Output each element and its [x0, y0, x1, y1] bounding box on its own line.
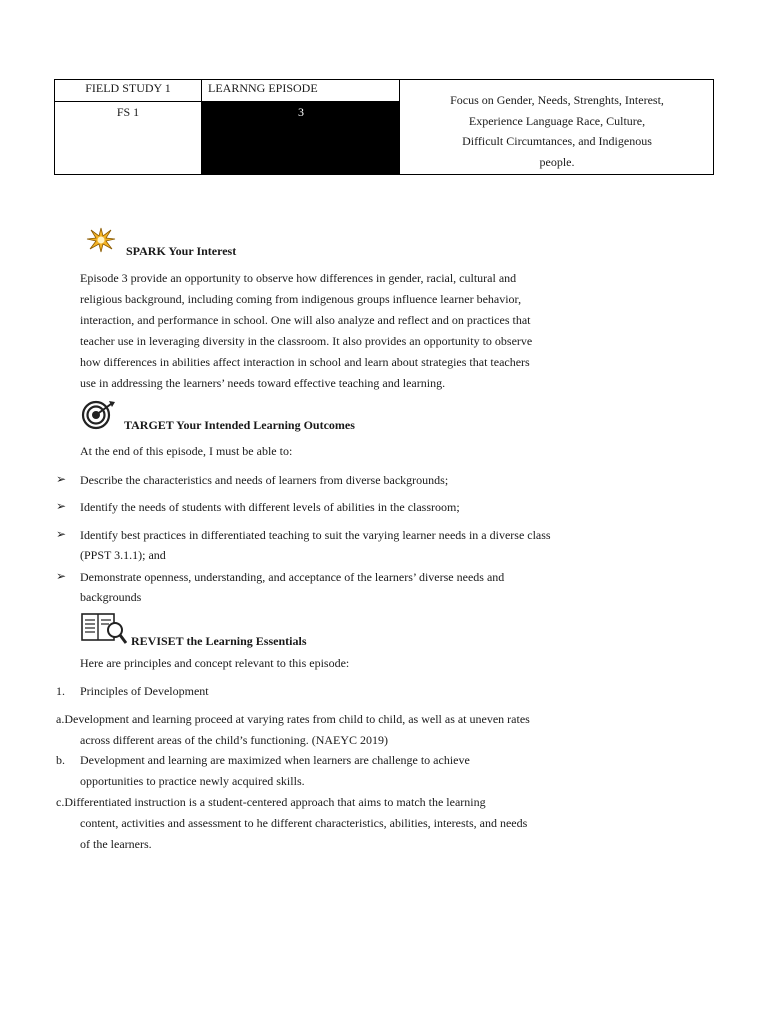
- list-number: 1.: [56, 684, 65, 698]
- learning-episode-cell: LEARNNG EPISODE: [202, 80, 400, 102]
- outcome-item: Identify best practices in differentiated teaching to suit the varying learner needs in a diverse class: [80, 528, 551, 542]
- principle-c: c.Differentiated instruction is a student-centered approach that aims to match the learning: [56, 795, 486, 809]
- bullet-arrow-icon: ➢: [56, 499, 67, 513]
- spark-paragraph-line: interaction, and performance in school. One will also analyze and reflect and on practices that: [80, 313, 531, 327]
- outcome-item: Describe the characteristics and needs of learners from diverse backgrounds;: [80, 473, 449, 487]
- spark-paragraph-line: use in addressing the learners’ needs toward effective teaching and learning.: [80, 376, 446, 390]
- spark-paragraph-line: how differences in abilities affect interaction in school and learn about strategies that teachers: [80, 355, 530, 369]
- sparkle-burst-icon: [86, 227, 116, 257]
- revisit-intro: Here are principles and concept relevant to this episode:: [80, 656, 350, 670]
- list-letter: b.: [56, 753, 65, 767]
- spark-paragraph-line: teacher use in leveraging diversity in the classroom. It also provides an opportunity to observe: [80, 334, 533, 348]
- target-icon: [80, 400, 116, 434]
- fs-cell: FS 1: [55, 102, 202, 174]
- spark-heading: SPARK Your Interest: [126, 244, 237, 258]
- bullet-arrow-icon: ➢: [56, 569, 67, 583]
- field-study-cell: FIELD STUDY 1: [55, 80, 202, 102]
- outcome-item-continued: backgrounds: [80, 590, 142, 604]
- outcome-item: Demonstrate openness, understanding, and acceptance of the learners’ diverse needs and: [80, 570, 505, 584]
- focus-cell: [401, 80, 713, 174]
- target-heading: TARGET Your Intended Learning Outcomes: [124, 418, 355, 432]
- focus-line: people.: [539, 154, 575, 169]
- bullet-arrow-icon: ➢: [56, 527, 67, 541]
- header-table: [54, 79, 714, 175]
- outcome-item: Identify the needs of students with different levels of abilities in the classroom;: [80, 500, 460, 514]
- revisit-heading: REVISET the Learning Essentials: [131, 634, 307, 648]
- book-magnifier-icon: [81, 611, 127, 649]
- principle-b: Development and learning are maximized when learners are challenge to achieve: [80, 753, 470, 767]
- principle-a-continued: across different areas of the child’s functioning. (NAEYC 2019): [80, 733, 389, 747]
- outcome-item-continued: (PPST 3.1.1); and: [80, 548, 166, 562]
- spark-paragraph-line: Episode 3 provide an opportunity to observe how differences in gender, racial, cultural and: [80, 271, 517, 285]
- focus-line: Difficult Circumtances, and Indigenous: [462, 134, 652, 148]
- principle-b-continued: opportunities to practice newly acquired skills.: [80, 774, 305, 788]
- focus-line: Focus on Gender, Needs, Strenghts, Interest,: [450, 93, 664, 107]
- principle-c-continued: of the learners.: [80, 837, 152, 851]
- focus-line: Experience Language Race, Culture,: [468, 113, 646, 128]
- principle-a: a.Development and learning proceed at varying rates from child to child, as well as at uneven rates: [56, 712, 530, 726]
- target-intro: At the end of this episode, I must be able to:: [80, 444, 293, 458]
- principles-heading: Principles of Development: [80, 684, 209, 698]
- spark-paragraph-line: religious background, including coming from indigenous groups influence learner behavior,: [80, 292, 522, 306]
- bullet-arrow-icon: ➢: [56, 472, 67, 486]
- principle-c-continued: content, activities and assessment to he different characteristics, abilities, interests, and needs: [80, 816, 528, 830]
- episode-number-cell: 3: [202, 102, 400, 174]
